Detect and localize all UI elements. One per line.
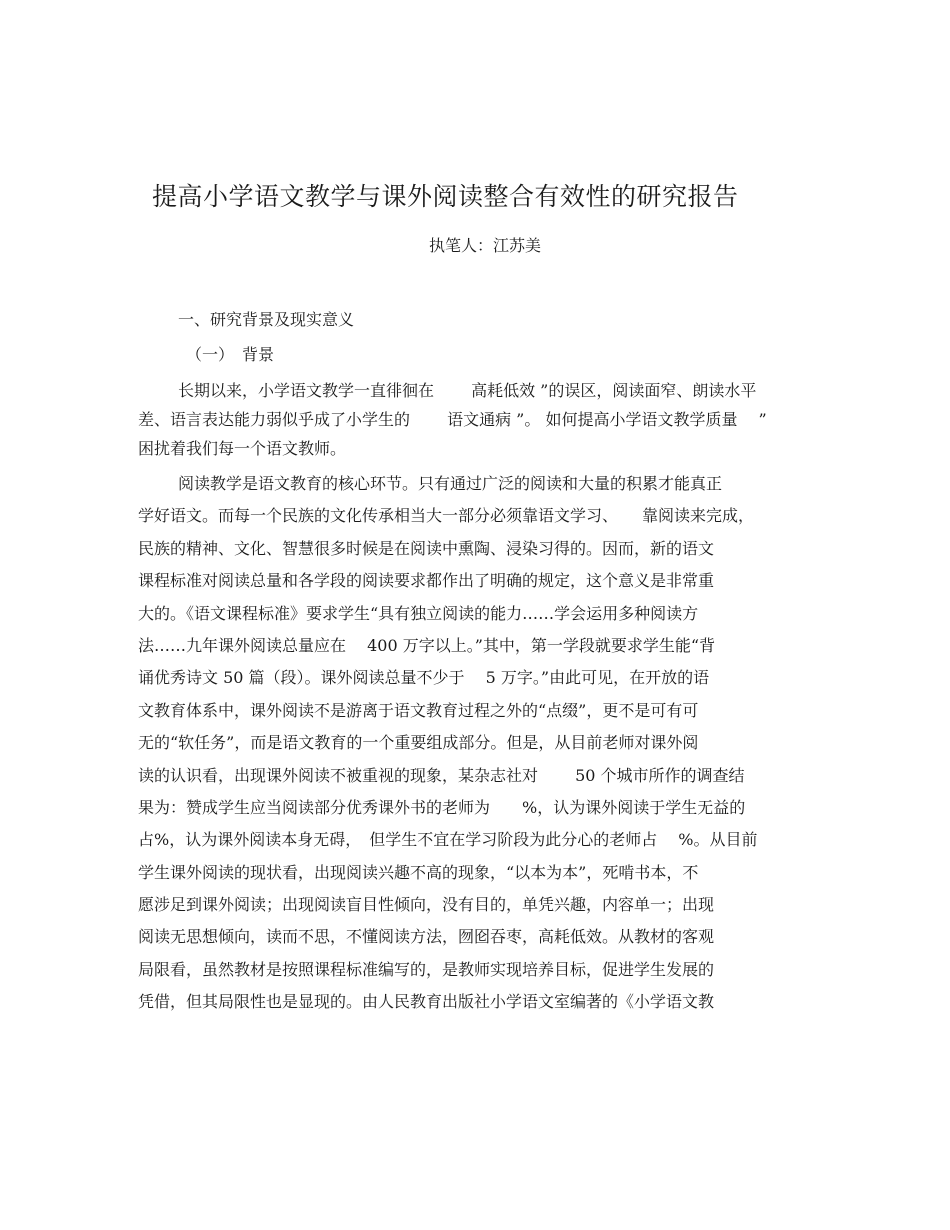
paragraph-line: 长期以来，小学语文教学一直徘徊在 高耗低效 ”的误区，阅读面窄、朗读水平 [178, 381, 757, 400]
paragraph-line: 读的认识看，出现课外阅读不被重视的现象，某杂志社对 50 个城市所作的调查结 [138, 765, 745, 785]
paragraph-line: 愿涉足到课外阅读；出现阅读盲目性倾向，没有目的，单凭兴趣，内容单一；出现 [138, 895, 715, 915]
paragraph-line: 凭借，但其局限性也是显现的。由人民教育出版社小学语文室编著的《小学语文教 [138, 992, 715, 1012]
paragraph-line: 民族的精神、文化、智慧很多时候是在阅读中熏陶、浸染习得的。因而，新的语文 [138, 538, 715, 558]
section-heading: 一、研究背景及现实意义 [178, 310, 355, 329]
paragraph-line: 大的。《语文课程标准》要求学生“具有独立阅读的能力……学会运用多种阅读方 [138, 603, 699, 623]
document-title: 提高小学语文教学与课外阅读整合有效性的研究报告 [152, 182, 739, 211]
paragraph-line: 占%，认为课外阅读本身无碍， 但学生不宜在学习阶段为此分心的老师占 %。从目前 [138, 830, 758, 850]
paragraph-line: 课程标准对阅读总量和各学段的阅读要求都作出了明确的规定，这个意义是非常重 [138, 571, 715, 591]
paragraph-line: 无的“软任务”，而是语文教育的一个重要组成部分。但是，从目前老师对课外阅 [138, 733, 699, 753]
paragraph-line: 阅读无思想倾向，读而不思，不懂阅读方法，囫囵吞枣，高耗低效。从教材的客观 [138, 927, 715, 947]
paragraph-line: 果为：赞成学生应当阅读部分优秀课外书的老师为 %，认为课外阅读于学生无益的 [138, 797, 746, 817]
paragraph-line: 阅读教学是语文教育的核心环节。只有通过广泛的阅读和大量的积累才能真正 [178, 474, 723, 493]
paragraph-line: 文教育体系中，课外阅读不是游离于语文教育过程之外的“点缀”，更不是可有可 [138, 700, 699, 720]
paragraph-line: 差、语言表达能力弱似乎成了小学生的 语文通病 ”。 如何提高小学语文教学质量 ” [138, 410, 767, 429]
paragraph-line: 法……九年课外阅读总量应在 400 万字以上。”其中，第一学段就要求学生能“背 [138, 635, 716, 655]
paragraph-line: 学好语文。而每一个民族的文化传承相当大一部分必须靠语文学习、 靠阅读来完成， [138, 506, 755, 526]
paragraph-line: 诵优秀诗文 50 篇（段）。课外阅读总量不少于 5 万字。”由此可见，在开放的语 [138, 668, 710, 688]
paragraph-line: 学生课外阅读的现状看，出现阅读兴趣不高的现象，“以本为本”，死啃书本，不 [138, 862, 699, 882]
paragraph-line: 困扰着我们每一个语文教师。 [138, 439, 347, 458]
paragraph-background [138, 376, 818, 463]
paragraph-line: 局限看，虽然教材是按照课程标准编写的，是教师实现培养目标，促进学生发展的 [138, 959, 715, 979]
sub-heading: （一） 背景 [186, 345, 275, 364]
paragraph-reading-teaching [138, 468, 818, 1019]
document-author: 执笔人：江苏美 [429, 236, 542, 255]
